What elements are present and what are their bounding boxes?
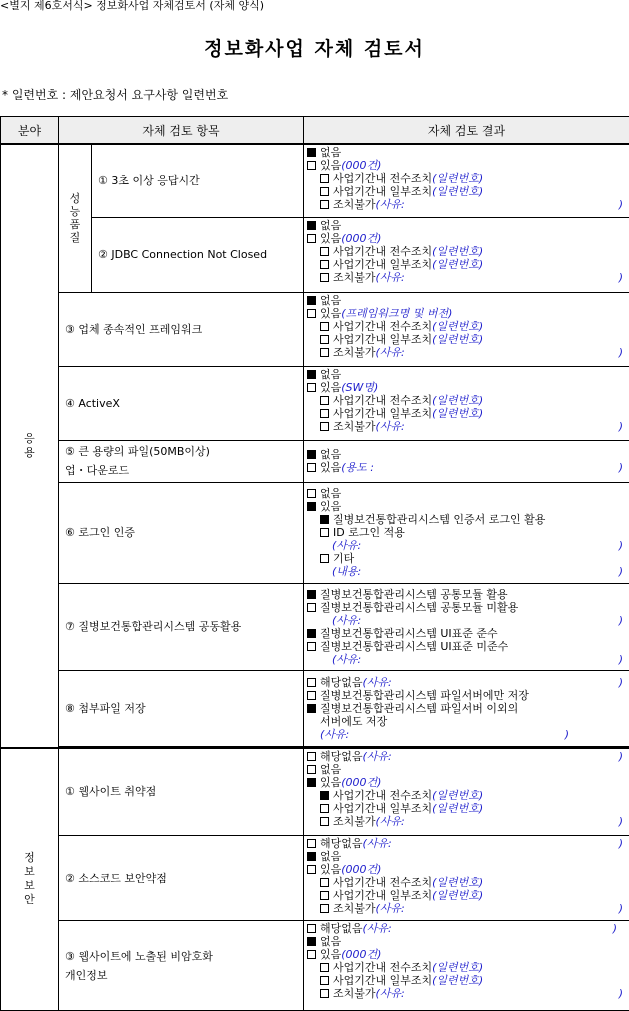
checkbox-impossible[interactable] [320,200,329,209]
result-web-vuln: 해당없음(사유: ) 없음 있음(000건) 사업기간내 전수조치(일련번호) 사업기간내 일부조치(일련번호) 조치불가(사유: ) [304,748,629,836]
checkbox-all[interactable] [320,174,329,183]
checkbox-cert-login[interactable] [320,515,329,524]
checkbox-impossible[interactable] [320,348,329,357]
result-login-auth: 없음 있음 질병보건통합관리시스템 인증서 로그인 활용 ID 로그인 적용 (사유: ) 기타 (내용: ) [304,482,629,583]
checkbox-exist[interactable] [307,234,316,243]
item-login-auth: ⑥ 로그인 인증 [59,482,304,583]
item-web-vuln: ① 웹사이트 취약점 [59,748,304,836]
checkbox-impossible[interactable] [320,989,329,998]
checkbox-exist[interactable] [307,463,316,472]
table-row [1,144,629,217]
checkbox-part[interactable] [320,891,329,900]
checkbox-id-login[interactable] [320,528,329,537]
checkbox-all[interactable] [320,791,329,800]
table-row [1,440,629,482]
result-unencrypted-pii: 해당없음(사유: ) 없음 있음(000건) 사업기간내 전수조치(일련번호) 사업기간내 일부조치(일련번호) 조치불가(사유: ) [304,921,629,1011]
item-jdbc: ② JDBC Connection Not Closed [92,217,304,292]
header-result: 자체 검토 결과 [304,117,629,145]
item-unencrypted-pii: ③ 웹사이트에 노출된 비암호화 개인정보 [59,921,304,1011]
table-row [1,921,629,1011]
checkbox-impossible[interactable] [320,817,329,826]
result-activex: 없음 있음(SW명) 사업기간내 전수조치(일련번호) 사업기간내 일부조치(일련번호) 조치불가(사유: ) [304,366,629,440]
checkbox-none[interactable] [307,489,316,498]
checkbox-common-nouse[interactable] [307,603,316,612]
checkbox-part[interactable] [320,804,329,813]
checkbox-impossible[interactable] [320,273,329,282]
checkbox-none[interactable] [307,148,316,157]
item-large-file: ⑤ 큰 용량의 파일(50MB이상) 업・다운로드 [59,440,304,482]
checkbox-exist[interactable] [307,865,316,874]
checkbox-part[interactable] [320,187,329,196]
table-row [1,292,629,366]
checkbox-na[interactable] [307,839,316,848]
checkbox-exist[interactable] [307,161,316,170]
item-common-use: ⑦ 질병보건통합관리시스템 공동활용 [59,583,304,670]
result-jdbc: 없음 있음(000건) 사업기간내 전수조치(일련번호) 사업기간내 일부조치(일련번호) 조치불가(사유: ) [304,217,629,292]
checkbox-impossible[interactable] [320,904,329,913]
header-area: 분야 [1,117,59,145]
checkbox-etc[interactable] [320,554,329,563]
table-row [1,366,629,440]
checkbox-na[interactable] [307,924,316,933]
result-response-time: 없음 있음(000건) 사업기간내 전수조치(일련번호) 사업기간내 일부조치(일련번호) 조치불가(사유: ) [304,144,629,217]
checkbox-file-only[interactable] [307,691,316,700]
checkbox-ui-no[interactable] [307,642,316,651]
checkbox-file-other[interactable] [307,704,316,713]
form-number-note: <별지 제6호서식> 정보화사업 자체검토서 (자체 양식) [0,0,264,13]
table-row [1,583,629,670]
checkbox-all[interactable] [320,247,329,256]
serial-number-note: * 일련번호 : 제안요청서 요구사항 일련번호 [2,86,228,103]
checkbox-exist[interactable] [307,778,316,787]
checkbox-part[interactable] [320,976,329,985]
table-row [1,217,629,292]
checkbox-exist[interactable] [307,309,316,318]
checkbox-all[interactable] [320,878,329,887]
table-header-row [1,117,629,145]
table-row [1,482,629,583]
checkbox-none[interactable] [307,221,316,230]
checkbox-na[interactable] [307,752,316,761]
result-common-use: 질병보건통합관리시스템 공통모듈 활용 질병보건통합관리시스템 공통모듈 미활용 (사유: ) 질병보건통합관리시스템 UI표준 준수 질병보건통합관리시스템 UI표준 미준수 (사유: ) [304,583,629,670]
item-attachment: ⑧ 첨부파일 저장 [59,670,304,746]
checkbox-all[interactable] [320,963,329,972]
checkbox-part[interactable] [320,409,329,418]
checkbox-none[interactable] [307,296,316,305]
item-response-time: ① 3초 이상 응답시간 [92,144,304,217]
result-framework: 없음 있음(프레임워크명 및 버전) 사업기간내 전수조치(일련번호) 사업기간내 일부조치(일련번호) 조치불가(사유: ) [304,292,629,366]
checkbox-impossible[interactable] [320,422,329,431]
checkbox-none[interactable] [307,765,316,774]
checkbox-exist[interactable] [307,502,316,511]
checkbox-common-use[interactable] [307,590,316,599]
checkbox-none[interactable] [307,937,316,946]
result-large-file: 없음 있음(용도 : ) [304,440,629,482]
checkbox-part[interactable] [320,335,329,344]
result-source-weakness: 해당없음(사유: ) 없음 있음(000건) 사업기간내 전수조치(일련번호) 사업기간내 일부조치(일련번호) 조치불가(사유: ) [304,836,629,921]
checkbox-na[interactable] [307,678,316,687]
subarea-performance: 성능품질 [59,144,92,292]
table-row [1,670,629,746]
table-row [1,748,629,836]
checkbox-exist[interactable] [307,383,316,392]
checkbox-none[interactable] [307,852,316,861]
checkbox-none[interactable] [307,370,316,379]
checkbox-all[interactable] [320,396,329,405]
document-title: 정보화사업 자체 검토서 [0,34,629,61]
area-security: 정보보안 [1,748,59,1011]
table-row [1,836,629,921]
header-item: 자체 검토 항목 [59,117,304,145]
checkbox-ui-ok[interactable] [307,629,316,638]
item-framework: ③ 업체 종속적인 프레임워크 [59,292,304,366]
checkbox-all[interactable] [320,322,329,331]
checkbox-none[interactable] [307,450,316,459]
review-table [0,116,629,1011]
result-attachment: 해당없음(사유: ) 질병보건통합관리시스템 파일서버에만 저장 질병보건통합관리시스템 파일서버 이외의 서버에도 저장 (사유: ) [304,670,629,746]
checkbox-exist[interactable] [307,950,316,959]
area-application: 응용 [1,144,59,748]
item-source-weakness: ② 소스코드 보안약점 [59,836,304,921]
checkbox-part[interactable] [320,260,329,269]
item-activex: ④ ActiveX [59,366,304,440]
